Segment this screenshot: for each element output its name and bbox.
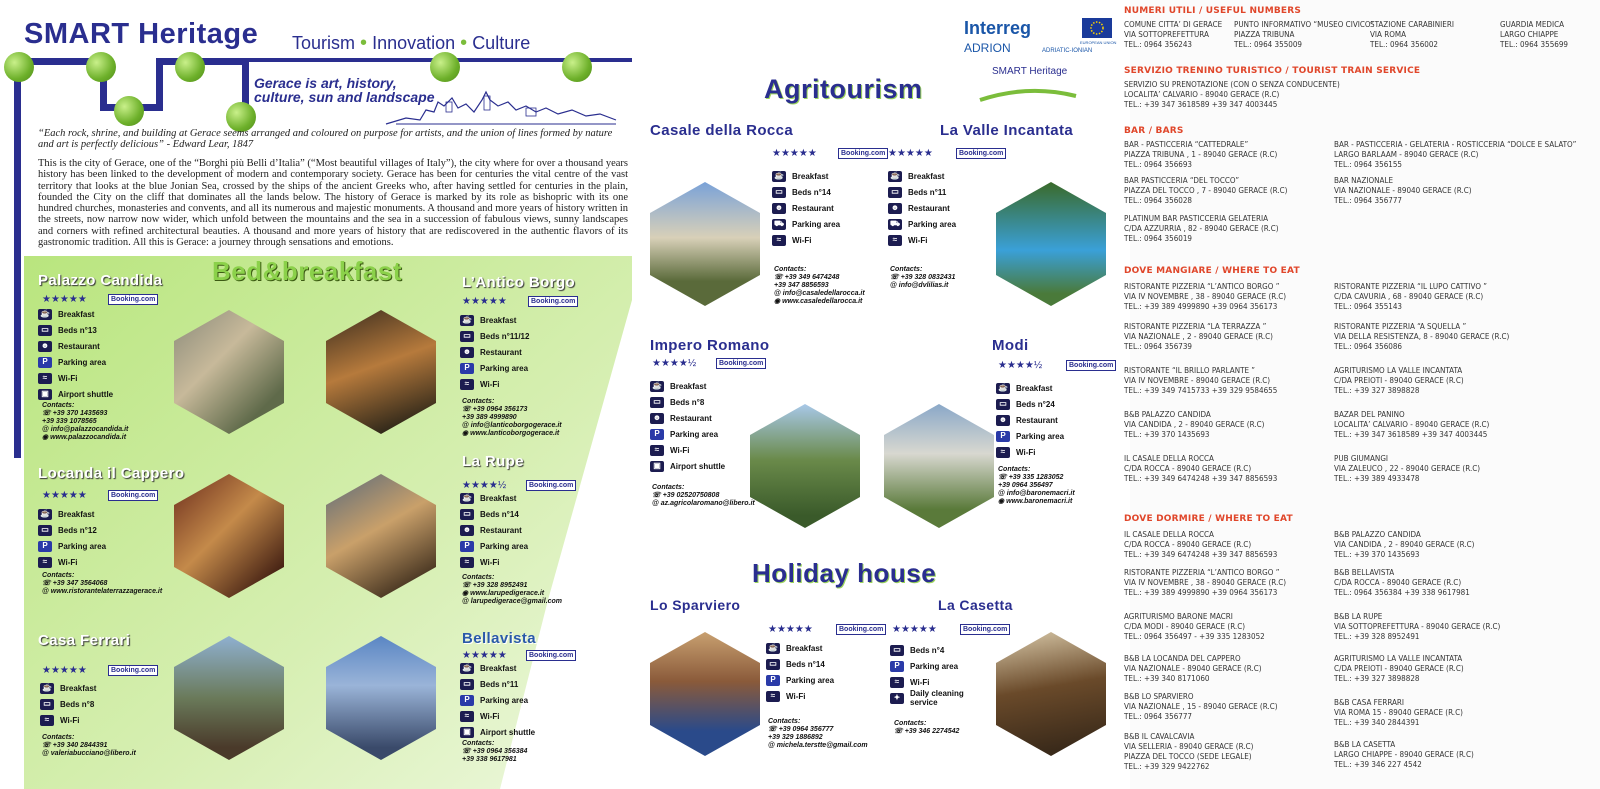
impero-contacts: Contacts: ☏ +39 02520750808 @ az.agricolaromano@libero.it — [652, 484, 755, 507]
email-link[interactable]: info@palazzocandida.it — [50, 426, 129, 433]
green-ball — [114, 96, 144, 126]
wifi-icon: ≈ — [38, 557, 52, 568]
modi-features — [996, 380, 1064, 460]
eat-antico-borgo: RISTORANTE PIZZERIA “L’ANTICO BORGO ” VIA IV NOVEMBRE , 38 - 89040 GERACE (R.C) TEL.: +39 389 4999890 +39 0964 356173 — [1124, 282, 1287, 311]
bed-icon: ▭ — [40, 699, 54, 710]
holiday-house-title: Holiday house — [752, 558, 937, 588]
bellavista-features — [460, 660, 535, 740]
casetta-features — [890, 642, 970, 706]
feature-label: Parking area — [58, 357, 107, 367]
sleep-casa-ferrari: B&B CASA FERRARI VIA ROMA 15 - 89040 GERACE (R.C) TEL.: +39 340 2844391 — [1334, 698, 1463, 727]
sleep-locanda-cappero: B&B LA LOCANDA DEL CAPPERO VIA NAZIONALE - 89040 GERACE (R.C) TEL.: +39 340 8171060 — [1124, 654, 1262, 683]
feature-label: Breakfast — [480, 315, 517, 325]
feature-label: Wi-Fi — [786, 691, 806, 701]
eat-a-squella: RISTORANTE PIZZERIA “A SQUELLA ” VIA DELLA RESISTENZA, 8 - 89040 GERACE (R.C) TEL.: 0964 356086 — [1334, 322, 1510, 351]
sleep-bellavista: B&B BELLAVISTA C/DA ROCCA - 89040 GERACE (R.C) TEL.: 0964 356384 +39 338 9617981 — [1334, 568, 1470, 597]
feature-label: Wi-Fi — [910, 677, 930, 687]
breakfast-icon: ☕ — [38, 509, 52, 520]
wifi-icon: ≈ — [650, 445, 664, 456]
phone: +39 370 1435693 +39 339 1078565 — [42, 410, 108, 425]
star-rating: ★★★★½ — [652, 358, 697, 369]
bed-icon: ▭ — [650, 397, 664, 408]
shuttle-icon: ▣ — [38, 389, 52, 400]
booking-badge[interactable]: Booking.com — [716, 358, 766, 369]
feature-label: Parking area — [910, 661, 959, 671]
dot-icon: • — [360, 32, 368, 54]
agritourism-title: Agritourism — [764, 74, 923, 104]
tag-tourism: Tourism — [292, 33, 356, 53]
eu-text: EUROPEAN UNION — [1080, 40, 1117, 45]
shuttle-icon: ▣ — [650, 461, 664, 472]
phone: +39 328 0832431 — [900, 274, 956, 281]
feature-label: Parking area — [58, 541, 107, 551]
star-rating: ★★★★★ — [892, 624, 937, 635]
web-link[interactable]: www.larupedigerace.it — [470, 590, 545, 597]
contacts-label: Contacts: — [462, 574, 495, 581]
feature-label: Breakfast — [480, 663, 517, 673]
eat-bazar-panino: BAZAR DEL PANINO LOCALITA’ CALVARIO - 89040 GERACE (R.C) TEL.: +39 347 3618589 +39 347 4003445 — [1334, 410, 1490, 439]
web-link[interactable]: www.casaledellarocca.it — [782, 298, 863, 305]
bar-dolce-salato: BAR - PASTICCERIA - GELATERIA - ROSTICCERIA “DOLCE E SALATO” LARGO BARLAAM - 89040 GERACE (R.C) TEL.: 0964 356155 — [1334, 140, 1577, 169]
sleep-valle-incantata: AGRITURISMO LA VALLE INCANTATA C/DA PREIOTI - 89040 GERACE (R.C) TEL.: +39 327 3898828 — [1334, 654, 1464, 683]
contacts-label: Contacts: — [42, 572, 75, 579]
sleep-la-casetta: B&B LA CASETTA LARGO CHIAPPE - 89040 GERACE (R.C) TEL.: +39 346 227 4542 — [1334, 740, 1474, 769]
parking-icon: P — [460, 363, 474, 374]
bed-icon: ▭ — [38, 525, 52, 536]
star-rating: ★★★★★ — [42, 665, 87, 676]
green-ball — [86, 52, 116, 82]
breakfast-icon: ☕ — [996, 383, 1010, 394]
locanda-name: Locanda il Cappero — [38, 465, 185, 482]
dormire-heading: DOVE DORMIRE / WHERE TO EAT — [1124, 514, 1293, 524]
feature-label: Beds n°11 — [480, 679, 519, 689]
wifi-icon: ≈ — [40, 715, 54, 726]
feature-label: Restaurant — [58, 341, 100, 351]
parking-icon: P — [460, 541, 474, 552]
bed-icon: ▭ — [772, 187, 786, 198]
email-link[interactable]: info@casaledellarocca.it — [782, 290, 865, 297]
parking-icon: P — [996, 431, 1010, 442]
booking-badge[interactable]: Booking.com — [960, 624, 1010, 635]
phone: +39 02520750808 — [662, 492, 720, 499]
bb-section-title: Bed&breakfast — [212, 256, 403, 286]
feature-label: Restaurant — [670, 413, 712, 423]
valle-features — [888, 168, 956, 248]
contacts-label: Contacts: — [998, 466, 1031, 473]
sleep-la-rupe: B&B LA RUPE VIA SOTTOPREFETTURA - 89040 GERACE (R.C) TEL.: +39 328 8952491 — [1334, 612, 1501, 641]
rupe-features — [460, 490, 528, 570]
restaurant-icon: ☻ — [460, 525, 474, 536]
feature-label: Beds n°11/12 — [480, 331, 530, 341]
booking-badge[interactable]: Booking.com — [526, 650, 576, 661]
palazzo-contacts: Contacts: ☏ +39 370 1435693 +39 339 1078565 @ info@palazzocandida.it ◉ www.palazzocandida.it — [42, 402, 129, 441]
rocca-name: Casale della Rocca — [650, 122, 794, 139]
breakfast-icon: ☕ — [772, 171, 786, 182]
breakfast-icon: ☕ — [40, 683, 54, 694]
bed-icon: ▭ — [460, 331, 474, 342]
feature-label: Wi-Fi — [480, 379, 500, 389]
feature-label: Wi-Fi — [1016, 447, 1036, 457]
museo-entry: PUNTO INFORMATIVO “MUSEO CIVICO” PIAZZA TRIBUNA TEL.: 0964 355009 — [1234, 20, 1375, 49]
phone: +39 0964 356384 +39 338 9617981 — [462, 748, 528, 763]
wifi-icon: ≈ — [772, 235, 786, 246]
smart-heritage-small: SMART Heritage — [992, 66, 1068, 77]
bar-heading: BAR / BARS — [1124, 126, 1184, 136]
valle-contacts: Contacts: ☏ +39 328 0832431 @ info@dvlilias.it — [890, 266, 956, 289]
feature-label: Beds n°12 — [58, 525, 97, 535]
feature-label: Breakfast — [786, 643, 823, 653]
booking-badge[interactable]: Booking.com — [1066, 360, 1116, 371]
wifi-icon: ≈ — [996, 447, 1010, 458]
cleaning-icon: ✦ — [890, 693, 904, 704]
casetta-name: La Casetta — [938, 597, 1013, 613]
feature-label: Beds n°14 — [480, 509, 519, 519]
palazzo-candida-name: Palazzo Candida — [38, 272, 163, 289]
rocca-photo — [650, 182, 760, 306]
parking-icon: P — [650, 429, 664, 440]
booking-badge[interactable]: Booking.com — [108, 665, 158, 676]
valle-name: La Valle Incantata — [940, 122, 1074, 139]
restaurant-icon: ☻ — [888, 203, 902, 214]
feature-label: Parking area — [1016, 431, 1065, 441]
email-link[interactable]: info@lanticoborgogerace.it — [470, 422, 562, 429]
contacts-label: Contacts: — [652, 484, 685, 491]
tagline — [292, 32, 530, 55]
email-link[interactable]: info@dvlilias.it — [898, 282, 949, 289]
shuttle-icon: ▣ — [460, 727, 474, 738]
breakfast-icon: ☕ — [460, 315, 474, 326]
star-rating: ★★★★½ — [998, 360, 1043, 371]
email-link[interactable]: az.agricolaromano@libero.it — [660, 500, 755, 507]
green-swoosh — [978, 88, 1078, 102]
rupe-contacts: Contacts: ☏ +39 328 8952491 ◉ www.larupedigerace.it @ larupedigerace@gmail.com — [462, 574, 563, 605]
feature-label: Restaurant — [480, 347, 522, 357]
booking-badge[interactable]: Booking.com — [108, 490, 158, 501]
feature-label: Parking area — [480, 363, 529, 373]
feature-label: Wi-Fi — [480, 711, 500, 721]
booking-badge[interactable]: Booking.com — [836, 624, 886, 635]
restaurant-icon: ☻ — [996, 415, 1010, 426]
green-ball — [175, 52, 205, 82]
interreg-text: Interreg — [964, 18, 1032, 38]
interreg-logo — [962, 14, 1122, 78]
email-link[interactable]: valeriabucciano@libero.it — [50, 750, 136, 757]
antico-contacts: Contacts: ☏ +39 0964 356173 +39 389 4999890 @ info@lanticoborgogerace.it ◉ www.lanticoborgogerace.it — [462, 398, 562, 437]
restaurant-icon: ☻ — [38, 341, 52, 352]
rocca-features — [772, 168, 840, 248]
feature-label: Wi-Fi — [908, 235, 928, 245]
feature-label: Wi-Fi — [58, 373, 78, 383]
feature-label: Restaurant — [480, 525, 522, 535]
mangiare-heading: DOVE MANGIARE / WHERE TO EAT — [1124, 266, 1300, 276]
phone: +39 349 6474248 +39 347 8856593 — [774, 274, 840, 289]
star-rating: ★★★★★ — [888, 148, 933, 159]
feature-label: Parking area — [670, 429, 719, 439]
restaurant-icon: ☻ — [650, 413, 664, 424]
feature-label: Beds n°14 — [786, 659, 825, 669]
sparviero-name: Lo Sparviero — [650, 597, 741, 613]
restaurant-icon: ☻ — [772, 203, 786, 214]
web-link[interactable]: www.baronemacri.it — [1006, 498, 1073, 505]
phone: +39 0964 356777 +39 329 1886892 — [768, 726, 834, 741]
sleep-antico-borgo: RISTORANTE PIZZERIA “L’ANTICO BORGO ” VIA IV NOVEMBRE , 38 - 89040 GERACE (R.C) TEL.: +39 389 4999890 +39 0964 356173 — [1124, 568, 1287, 597]
star-rating: ★★★★★ — [42, 490, 87, 501]
bellavista-name: Bellavista — [462, 630, 537, 647]
phone: +39 0964 356173 +39 389 4999890 — [462, 406, 528, 421]
contacts-label: Contacts: — [768, 718, 801, 725]
antico-borgo-name: L’Antico Borgo — [462, 274, 576, 291]
bed-icon: ▭ — [996, 399, 1010, 410]
valle-photo — [996, 182, 1106, 306]
tag-culture: Culture — [472, 33, 531, 53]
booking-badge[interactable]: Booking.com — [108, 294, 158, 305]
contacts-label: Contacts: — [462, 740, 495, 747]
feature-label: Breakfast — [60, 683, 97, 693]
eat-pub-giumangi: PUB GIUMANGI VIA ZALEUCO , 22 - 89040 GERACE (R.C) TEL.: +39 389 4933478 — [1334, 454, 1481, 483]
phone: +39 346 2274542 — [904, 728, 960, 735]
wifi-icon: ≈ — [888, 235, 902, 246]
star-rating: ★★★★★ — [462, 650, 507, 661]
parking-icon: P — [890, 661, 904, 672]
feature-label: Parking area — [480, 695, 529, 705]
wifi-icon: ≈ — [890, 677, 904, 688]
email-link[interactable]: info@baronemacri.it — [1006, 490, 1075, 497]
green-ball — [4, 52, 34, 82]
modi-name: Modi — [992, 337, 1029, 354]
breakfast-icon: ☕ — [38, 309, 52, 320]
tag-innovation: Innovation — [372, 33, 456, 53]
feature-label: Breakfast — [58, 509, 95, 519]
feature-label: Parking area — [908, 219, 957, 229]
bed-icon: ▭ — [38, 325, 52, 336]
impero-features — [650, 378, 725, 474]
sparviero-photo — [650, 632, 760, 756]
eat-terrazza: RISTORANTE PIZZERIA “LA TERRAZZA ” VIA NAZIONALE , 2 - 89040 GERACE (R.C) TEL.: 0964 356739 — [1124, 322, 1273, 351]
dot-icon: • — [460, 32, 468, 54]
wifi-icon: ≈ — [766, 691, 780, 702]
sleep-cavalcavia: B&B IL CAVALCAVIA VIA SELLERIA - 89040 GERACE (R.C) PIAZZA DEL TOCCO (SEDE LEGALE) TEL.: +39 329 9422762 — [1124, 732, 1254, 771]
parking-icon: P — [460, 695, 474, 706]
sleep-barone-macri: AGRITURISMO BARONE MACRI C/DA MODI - 89040 GERACE (R.C) TEL.: 0964 356497 - +39 335 1283052 — [1124, 612, 1265, 641]
bed-icon: ▭ — [890, 645, 904, 656]
panel-bed-and-breakfast — [0, 0, 632, 789]
eat-casale-rocca: IL CASALE DELLA ROCCA C/DA ROCCA - 89040 GERACE (R.C) TEL.: +39 349 6474248 +39 347 8856593 — [1124, 454, 1278, 483]
comune-entry: COMUNE CITTA’ DI GERACE VIA SOTTOPREFETTURA TEL.: 0964 356243 — [1124, 20, 1223, 49]
slogan: Gerace is art, history, culture, sun and landscape — [254, 75, 435, 105]
breakfast-icon: ☕ — [460, 663, 474, 674]
sparviero-contacts: Contacts: ☏ +39 0964 356777 +39 329 1886892 @ michela.terstte@gmail.com — [768, 718, 868, 749]
feature-label: Breakfast — [58, 309, 95, 319]
breakfast-icon: ☕ — [766, 643, 780, 654]
feature-label: Beds n°13 — [58, 325, 97, 335]
phone: +39 347 3564068 — [52, 580, 108, 587]
parking-icon: P — [38, 541, 52, 552]
contacts-label: Contacts: — [462, 398, 495, 405]
parking-icon: P — [38, 357, 52, 368]
bar-nazionale: BAR NAZIONALE VIA NAZIONALE - 89040 GERACE (R.C) TEL.: 0964 356777 — [1334, 176, 1472, 205]
la-rupe-name: La Rupe — [462, 453, 524, 470]
booking-badge[interactable]: Booking.com — [956, 148, 1006, 159]
feature-label: Wi-Fi — [58, 557, 78, 567]
adrion-text: ADRION — [964, 41, 1011, 55]
pipe-line — [156, 58, 163, 111]
modi-contacts: Contacts: ☏ +39 335 1283052 +39 0964 356497 @ info@baronemacri.it ◉ www.baronemacri.it — [998, 466, 1075, 505]
wifi-icon: ≈ — [460, 379, 474, 390]
locanda-features — [38, 506, 106, 570]
eat-lupo-cattivo: RISTORANTE PIZZERIA “IL LUPO CATTIVO ” C/DA CAVURIA , 68 - 89040 GERACE (R.C) TEL.: 0964 355143 — [1334, 282, 1488, 311]
numeri-heading: NUMERI UTILI / USEFUL NUMBERS — [1124, 6, 1302, 16]
panel-agritourism — [632, 0, 1130, 789]
eat-brillo-parlante: RISTORANTE “IL BRILLO PARLANTE ” VIA IV NOVEMBRE - 89040 GERACE (R.C) TEL.: +39 349 7415733 +39 329 9584655 — [1124, 366, 1278, 395]
phone: +39 335 1283052 +39 0964 356497 — [998, 474, 1064, 489]
wifi-icon: ≈ — [460, 557, 474, 568]
parking-icon: P — [766, 675, 780, 686]
feature-label: Airport shuttle — [58, 389, 114, 399]
carabinieri-entry: STAZIONE CARABINIERI VIA ROMA TEL.: 0964 356002 — [1370, 20, 1454, 49]
brand-title: SMART Heritage — [24, 18, 259, 50]
feature-label: Parking area — [792, 219, 841, 229]
feature-label: Beds n°24 — [1016, 399, 1055, 409]
rocca-contacts: Contacts: ☏ +39 349 6474248 +39 347 8856593 @ info@casaledellarocca.it ◉ www.casaledellarocca.it — [774, 266, 865, 305]
feature-label: Wi-Fi — [480, 557, 500, 567]
restaurant-icon: ☻ — [460, 347, 474, 358]
sleep-casale-rocca: IL CASALE DELLA ROCCA C/DA ROCCA - 89040 GERACE (R.C) TEL.: +39 349 6474248 +39 347 8856593 — [1124, 530, 1278, 559]
star-rating: ★★★★★ — [772, 148, 817, 159]
feature-label: Airport shuttle — [670, 461, 726, 471]
casetta-photo — [996, 632, 1106, 756]
impero-name: Impero Romano — [650, 337, 770, 354]
lear-quote: “Each rock, shrine, and building at Gerace seems arranged and coloured on purpose for artists, and the union of lines formed by nature and art is perfectly delicious” - Edward Lear, 1847 — [38, 128, 613, 150]
green-ball — [562, 52, 592, 82]
modi-photo — [884, 404, 994, 528]
feature-label: Wi-Fi — [60, 715, 80, 725]
breakfast-icon: ☕ — [888, 171, 902, 182]
impero-photo — [750, 404, 860, 528]
phone: +39 328 8952491 — [472, 582, 528, 589]
sleep-lo-sparviero: B&B LO SPARVIERO VIA NAZIONALE , 15 - 89040 GERACE (R.C) TEL.: 0964 356777 — [1124, 692, 1278, 721]
ferrari-name: Casa Ferrari — [38, 632, 131, 649]
feature-label: Daily cleaning service — [910, 689, 964, 707]
bed-icon: ▭ — [460, 509, 474, 520]
breakfast-icon: ☕ — [460, 493, 474, 504]
breakfast-icon: ☕ — [650, 381, 664, 392]
feature-label: Parking area — [786, 675, 835, 685]
gerace-skyline-illustration — [386, 88, 616, 126]
feature-label: Restaurant — [792, 203, 834, 213]
booking-badge[interactable]: Booking.com — [838, 148, 888, 159]
feature-label: Breakfast — [480, 493, 517, 503]
casetta-contacts: Contacts: ☏ +39 346 2274542 — [894, 720, 960, 735]
bellavista-contacts: Contacts: ☏ +39 0964 356384 +39 338 9617981 — [462, 740, 528, 763]
eat-palazzo-candida: B&B PALAZZO CANDIDA VIA CANDIDA , 2 - 89040 GERACE (R.C) TEL.: +39 370 1435693 — [1124, 410, 1265, 439]
parking-icon: ⛟ — [773, 218, 785, 228]
contacts-label: Contacts: — [774, 266, 807, 273]
contacts-label: Contacts: — [42, 734, 75, 741]
parking-icon: ⛟ — [889, 218, 901, 228]
wifi-icon: ≈ — [38, 373, 52, 384]
email-link[interactable]: michela.terstte@gmail.com — [776, 742, 868, 749]
treno-entry: SERVIZIO SU PRENOTAZIONE (CON O SENZA CONDUCENTE) LOCALITA’ CALVARIO - 89040 GERACE (R.C) TEL.: +39 347 3618589 +39 347 4003445 — [1124, 80, 1340, 109]
contacts-label: Contacts: — [42, 402, 75, 409]
feature-label: Breakfast — [1016, 383, 1053, 393]
ferrari-contacts: Contacts: ☏ +39 340 2844391 @ valeriabucciano@libero.it — [42, 734, 136, 757]
feature-label: Airport shuttle — [480, 727, 536, 737]
feature-label: Breakfast — [792, 171, 829, 181]
pipe-line — [14, 58, 21, 458]
contacts-label: Contacts: — [890, 266, 923, 273]
feature-label: Restaurant — [1016, 415, 1058, 425]
bar-cattedrale: BAR - PASTICCERIA “CATTEDRALE” PIAZZA TRIBUNA , 1 - 89040 GERACE (R.C) TEL.: 0964 356693 — [1124, 140, 1278, 169]
phone: +39 340 2844391 — [52, 742, 108, 749]
feature-label: Breakfast — [670, 381, 707, 391]
feature-label: Beds n°8 — [60, 699, 95, 709]
star-rating: ★★★★★ — [462, 296, 507, 307]
intro-text: This is the city of Gerace, one of the “Borghi più Belli d’Italia” (“Most beautiful villages of Italy”), the city where for over a thousand years history has been linked to the development of modern and contemporary society. Gerace has been for centuries the vital centre of the vast territory that looks at the blue Jonian Sea, crossed by the ships of the ancient Greeks who, after having settled for centuries in the plain, founded the City on the cliff that dominates all the lands below. The history of Gerace is marked by its role as bishopric with its one hundred churches, monasteries and convents, and all its numerous and majestic monuments. A thousand and more years of history written in the streets, now narrow now wider, which unfold between the mountains and the sea in a succession of fabulous views, sunny landscapes and corners with refined architectural beauties. A thousand and more years of history that are rediscovered in the authentic flavors of its gastronomic tradition. All this is Gerace: a journey through sensations and emotions. — [38, 158, 628, 249]
web-link[interactable]: www.ristorantelaterrazzagerace.it — [50, 588, 163, 595]
sparviero-features — [766, 640, 834, 704]
guardia-medica-entry: GUARDIA MEDICA LARGO CHIAPPE TEL.: 0964 355699 — [1500, 20, 1569, 49]
contacts-label: Contacts: — [894, 720, 927, 727]
bed-icon: ▭ — [460, 679, 474, 690]
feature-label: Breakfast — [908, 171, 945, 181]
wifi-icon: ≈ — [460, 711, 474, 722]
booking-badge[interactable]: Booking.com — [528, 296, 578, 307]
star-rating: ★★★★½ — [462, 480, 507, 491]
booking-badge[interactable]: Booking.com — [526, 480, 576, 491]
bar-platinum: PLATINUM BAR PASTICCERIA GELATERIA C/DA AZZURRIA , 82 - 89040 GERACE (R.C) TEL.: 0964 356019 — [1124, 214, 1279, 243]
locanda-contacts: Contacts: ☏ +39 347 3564068 @ www.ristorantelaterrazzagerace.it — [42, 572, 163, 595]
antico-features — [460, 312, 529, 392]
sleep-palazzo-candida: B&B PALAZZO CANDIDA VIA CANDIDA , 2 - 89040 GERACE (R.C) TEL.: +39 370 1435693 — [1334, 530, 1475, 559]
panel-useful-info — [1124, 0, 1600, 789]
feature-label: Beds n°14 — [792, 187, 831, 197]
eat-valle-incantata: AGRITURISMO LA VALLE INCANTATA C/DA PREIOTI - 89040 GERACE (R.C) TEL.: +39 327 3898828 — [1334, 366, 1464, 395]
feature-label: Beds n°4 — [910, 645, 945, 655]
feature-label: Restaurant — [908, 203, 950, 213]
feature-label: Beds n°8 — [670, 397, 705, 407]
feature-label: Wi-Fi — [670, 445, 690, 455]
feature-label: Beds n°11 — [908, 187, 947, 197]
web-link[interactable]: www.palazzocandida.it — [50, 434, 127, 441]
adriatic-text: ADRIATIC-IONIAN — [1042, 48, 1093, 54]
star-rating: ★★★★★ — [768, 624, 813, 635]
email-link[interactable]: larupedigerace@gmail.com — [470, 598, 563, 605]
bed-icon: ▭ — [888, 187, 902, 198]
web-link[interactable]: www.lanticoborgogerace.it — [470, 430, 560, 437]
bed-icon: ▭ — [766, 659, 780, 670]
ferrari-features — [40, 680, 96, 728]
feature-label: Wi-Fi — [792, 235, 812, 245]
bar-del-tocco: BAR PASTICCERIA “DEL TOCCO” PIAZZA DEL TOCCO , 7 - 89040 GERACE (R.C) TEL.: 0964 356028 — [1124, 176, 1288, 205]
feature-label: Parking area — [480, 541, 529, 551]
palazzo-features — [38, 306, 113, 402]
star-rating: ★★★★★ — [42, 294, 87, 305]
treno-heading: SERVIZIO TRENINO TURISTICO / TOURIST TRAIN SERVICE — [1124, 66, 1421, 76]
